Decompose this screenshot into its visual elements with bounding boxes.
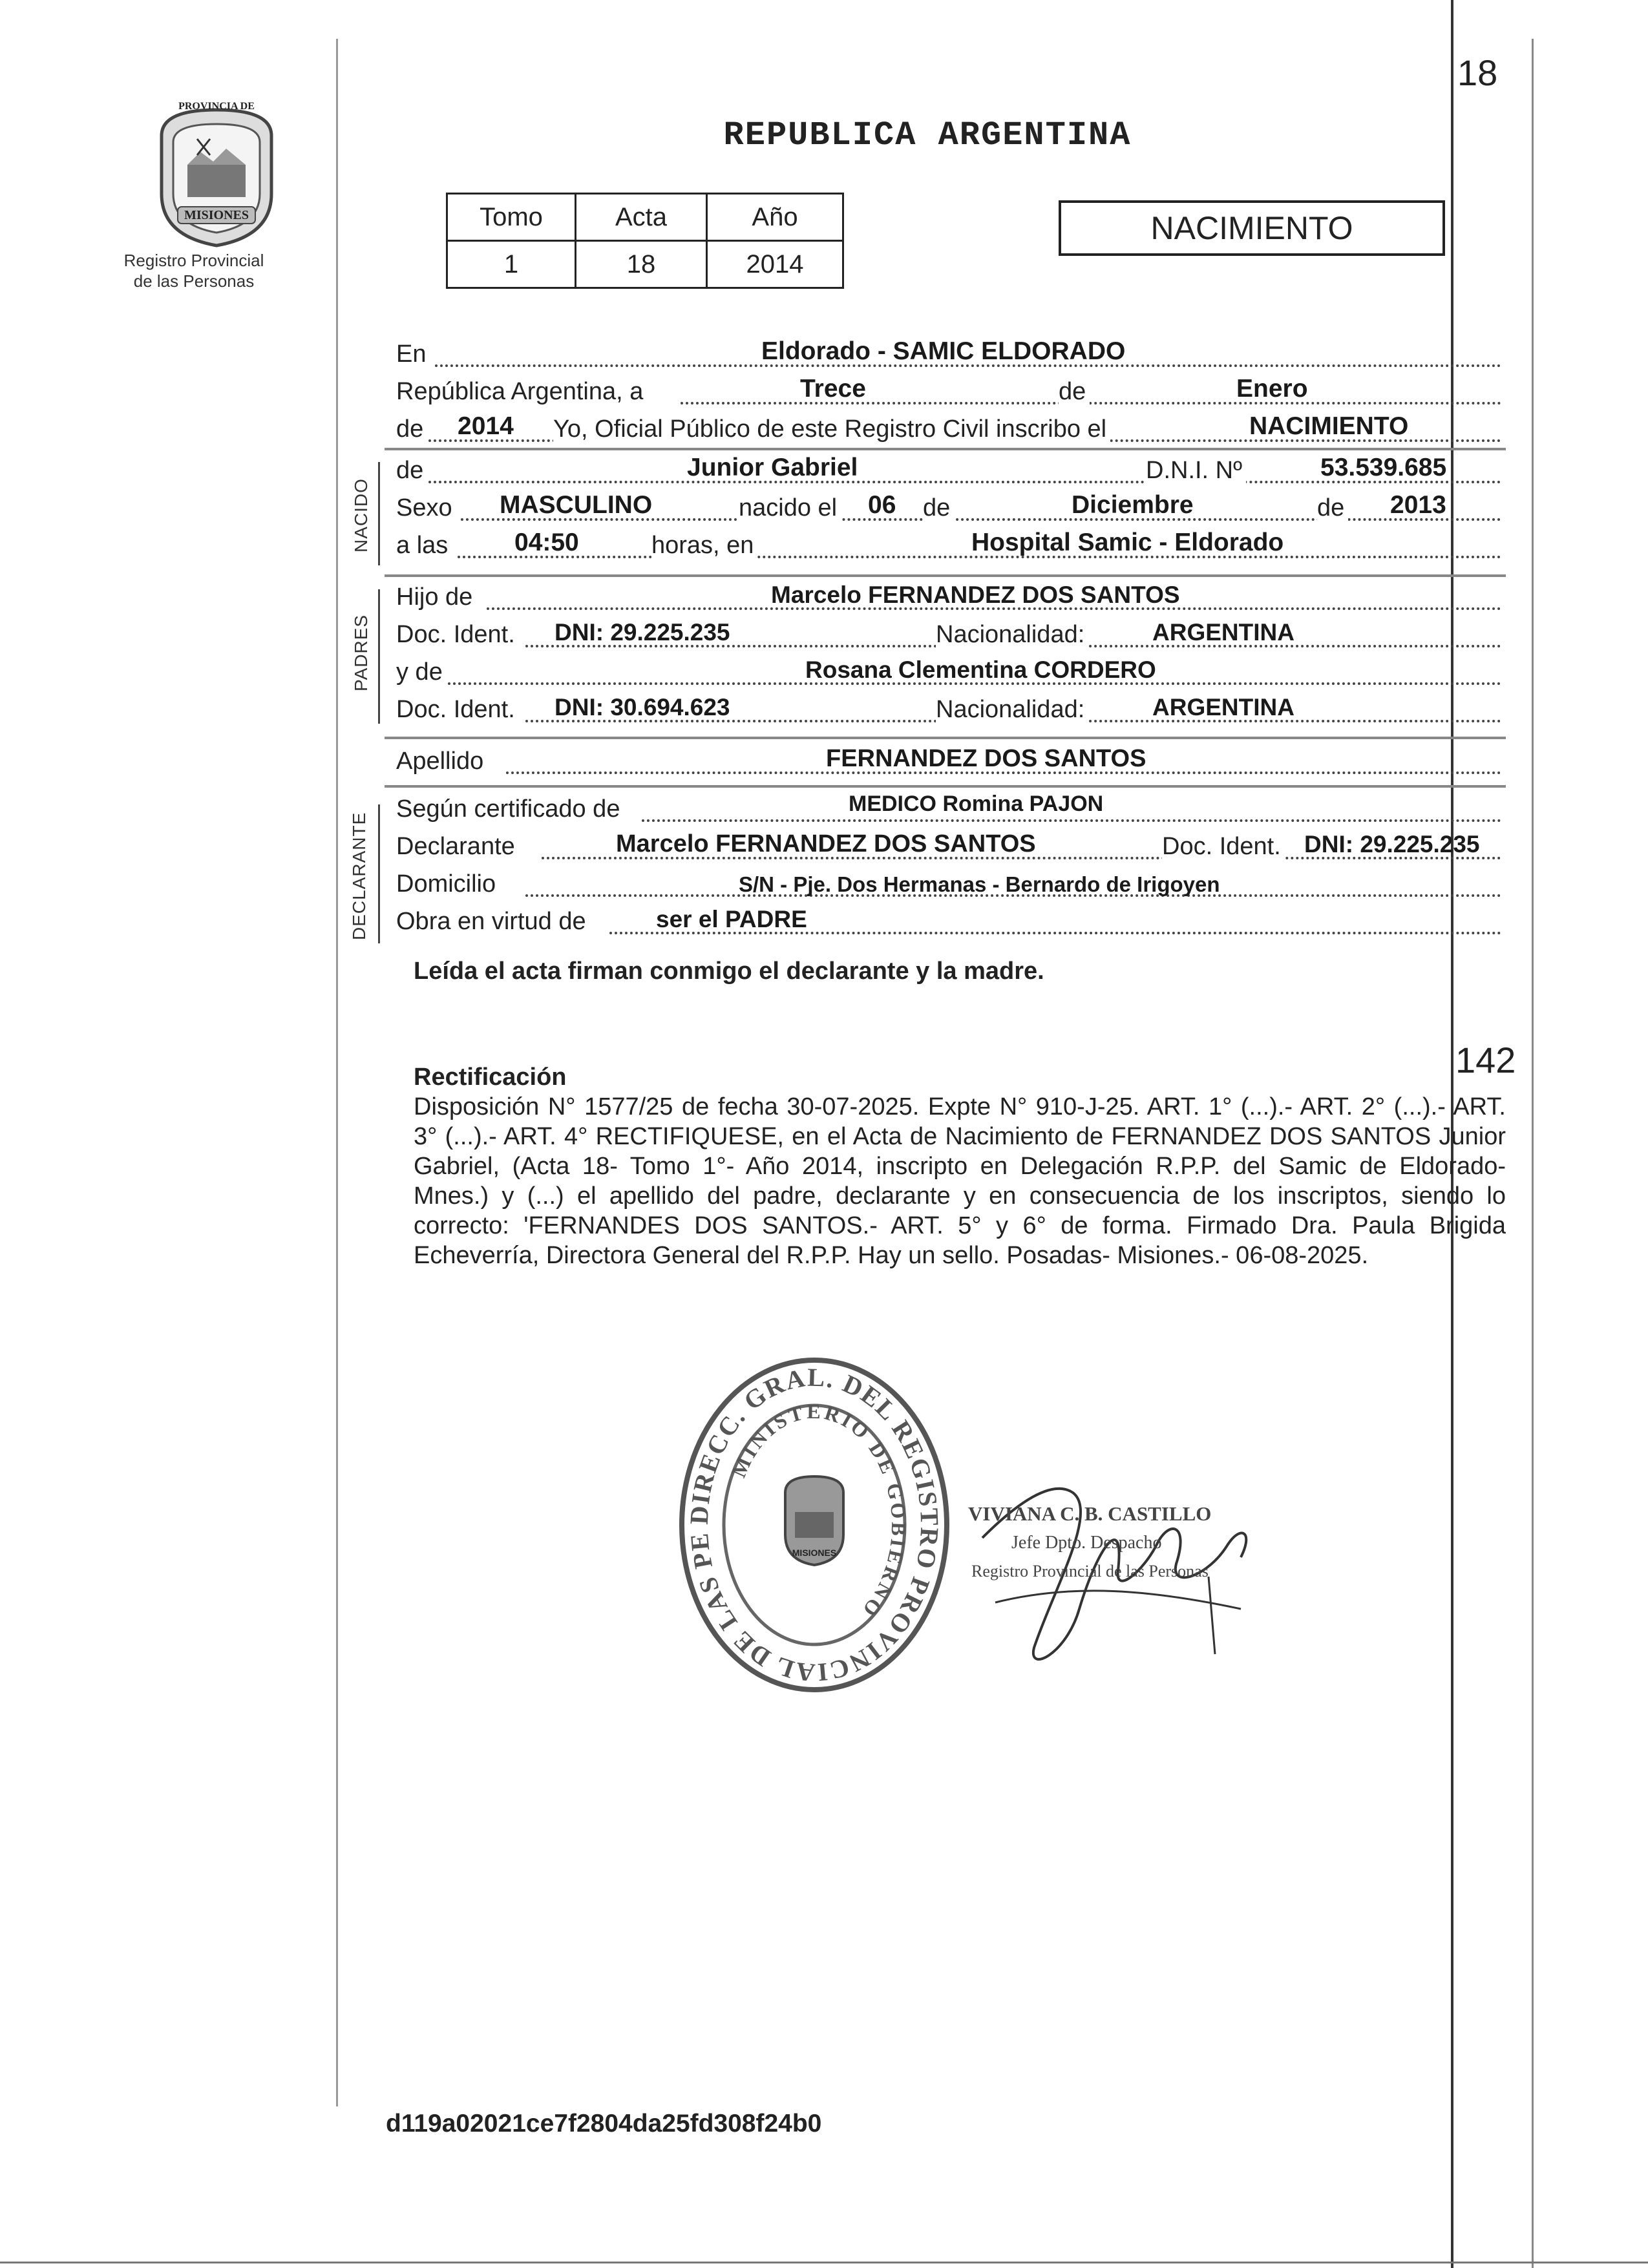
left-margin-line <box>336 39 338 2106</box>
right-edge-line <box>1532 39 1534 2268</box>
value-sex: MASCULINO <box>500 491 653 519</box>
label-hijo-de: Hijo de <box>396 583 476 611</box>
row-certificate <box>396 791 1501 827</box>
value-birth-time: 04:50 <box>514 529 579 556</box>
value-birth-day: 06 <box>868 491 896 519</box>
logo-text-bottom: MISIONES <box>184 208 249 222</box>
value-act-type: NACIMIENTO <box>1249 412 1409 440</box>
value-father: Marcelo FERNANDEZ DOS SANTOS <box>771 582 1180 608</box>
row-time <box>396 527 1501 563</box>
label-doc-ident-father: Doc. Ident. <box>396 621 519 649</box>
label-nacionalidad-mother: Nacionalidad: <box>936 696 1088 724</box>
row-father-doc <box>396 616 1501 653</box>
row-address <box>396 866 1501 902</box>
value-father-doc: DNI: 29.225.235 <box>555 619 730 646</box>
rectification-body: Disposición N° 1577/25 de fecha 30-07-2025. Expte N° 910-J-25. ART. 1° (...).- ART. 2° (...).- ART. 3° (...).- ART. 4° RECTIFIQUESE, en el Acta de Nacimiento de FERNANDEZ DOS SANTOS Junior Gabriel, (Acta 18- Tomo 1°- Año 2014, inscripto en Delegación R.P.P. del Samic de Eldorado- Mnes.) y (...) el apellido del padre, declarante y en consecuencia de los inscriptos, siendo lo correcto: 'FERNANDES DOS SANTOS.- ART. 5° y 6° de forma. Firmado Dra. Paula Brigida Echeverría, Directora General del R.P.P. Hay un sello. Posadas- Misiones.- 06-08-2025. <box>414 1093 1506 1269</box>
registry-caption-line2: de las Personas <box>133 271 255 291</box>
separator <box>385 574 1506 577</box>
label-nacido-el: nacido el <box>739 494 841 522</box>
stamp-center-text: MISIONES <box>792 1548 837 1558</box>
label-sexo: Sexo <box>396 494 456 522</box>
separator <box>385 448 1506 450</box>
label-declarante: Declarante <box>396 833 519 861</box>
bottom-frame-line <box>0 2262 1648 2263</box>
section-bar-declarante <box>378 804 380 943</box>
value-address: S/N - Pje. Dos Hermanas - Bernardo de Irigoyen <box>739 872 1220 896</box>
label-de-month: de <box>1059 378 1090 406</box>
label-doc-ident-mother: Doc. Ident. <box>396 696 519 724</box>
value-month: Enero <box>1236 375 1308 403</box>
value-day-words: Trece <box>800 375 866 403</box>
signature-name: VIVIANA C. B. CASTILLO <box>968 1502 1212 1525</box>
document-hash: d119a02021ce7f2804da25fd308f24b0 <box>386 2110 822 2137</box>
value-declarant-doc: DNI: 29.225.235 <box>1304 831 1480 857</box>
row-year <box>396 411 1501 447</box>
table-header-acta: Acta <box>576 194 707 241</box>
label-doc-ident-declarant: Doc. Ident. <box>1162 833 1285 861</box>
value-birth-month: Diciembre <box>1072 491 1194 519</box>
value-name: Junior Gabriel <box>687 454 858 481</box>
label-dni-no: D.N.I. Nº <box>1146 457 1246 485</box>
table-header-ano: Año <box>707 194 843 241</box>
label-de-name: de <box>396 457 427 485</box>
table-header-tomo: Tomo <box>447 194 576 241</box>
section-label-declarante: DECLARANTE <box>349 812 369 940</box>
row-declarant <box>396 828 1501 865</box>
tomo-acta-ano-table <box>446 193 844 289</box>
label-de-birth-month: de <box>923 494 954 522</box>
row-mother-doc <box>396 691 1501 728</box>
label-de-birth-year: de <box>1317 494 1348 522</box>
label-de-year: de <box>396 415 427 443</box>
value-certificate: MEDICO Romina PAJON <box>849 792 1104 816</box>
closing-statement: Leída el acta firman conmigo el declarante y la madre. <box>414 958 1044 985</box>
value-mother: Rosana Clementina CORDERO <box>805 656 1156 683</box>
separator <box>385 737 1506 739</box>
row-place <box>396 336 1501 372</box>
table-value-tomo: 1 <box>447 241 576 288</box>
label-obra-en-virtud: Obra en virtud de <box>396 908 590 936</box>
label-a-las: a las <box>396 532 452 560</box>
rectification-heading: Rectificación <box>414 1064 567 1091</box>
value-declarant: Marcelo FERNANDEZ DOS SANTOS <box>616 830 1036 857</box>
page-number-top: 18 <box>1457 52 1498 93</box>
signature-role: Jefe Dpto. Despacho <box>1011 1533 1162 1553</box>
row-date <box>396 373 1501 410</box>
label-republica-a: República Argentina, a <box>396 378 647 406</box>
page-number-mid: 142 <box>1455 1040 1516 1080</box>
label-nacionalidad-father: Nacionalidad: <box>936 621 1088 649</box>
value-mother-doc: DNI: 30.694.623 <box>555 694 730 720</box>
label-horas-en: horas, en <box>651 532 757 560</box>
table-value-acta: 18 <box>576 241 707 288</box>
row-father <box>396 579 1501 615</box>
value-mother-nationality: ARGENTINA <box>1152 694 1294 720</box>
value-birth-place: Hospital Samic - Eldorado <box>971 529 1284 556</box>
stamp-outer-text: DIRECC. GRAL. DEL REGISTRO PROVINCIAL DE LAS PE <box>684 1362 945 1688</box>
value-father-nationality: ARGENTINA <box>1152 619 1294 646</box>
label-y-de: y de <box>396 658 447 686</box>
row-surname <box>396 743 1501 779</box>
label-en: En <box>396 341 430 368</box>
label-apellido: Apellido <box>396 748 487 775</box>
value-year: 2014 <box>458 412 514 440</box>
row-sex <box>396 490 1501 526</box>
signature-org: Registro Provincial de las Personas <box>971 1562 1209 1580</box>
value-place: Eldorado - SAMIC ELDORADO <box>761 337 1126 365</box>
value-surname: FERNANDEZ DOS SANTOS <box>826 745 1146 772</box>
record-type-box: NACIMIENTO <box>1059 200 1445 256</box>
label-yo-oficial: Yo, Oficial Público de este Registro Civil inscribo el <box>553 415 1110 443</box>
section-label-padres: PADRES <box>351 614 371 691</box>
section-bar-padres <box>378 589 380 724</box>
row-name <box>396 452 1501 488</box>
label-domicilio: Domicilio <box>396 870 500 898</box>
section-bar-nacido <box>378 462 380 565</box>
section-label-nacido: NACIDO <box>351 478 371 552</box>
row-mother <box>396 654 1501 690</box>
row-capacity <box>396 903 1501 940</box>
page-title: REPUBLICA ARGENTINA <box>723 116 1132 154</box>
separator <box>385 785 1506 788</box>
value-birth-year: 2013 <box>1390 491 1446 519</box>
label-segun-certificado: Según certificado de <box>396 795 624 823</box>
logo-text-top: PROVINCIA DE <box>178 101 255 112</box>
registry-caption-line1: Registro Provincial <box>123 251 264 270</box>
value-capacity: ser el PADRE <box>656 906 807 932</box>
value-dni: 53.539.685 <box>1320 454 1447 481</box>
table-value-ano: 2014 <box>707 241 843 288</box>
registry-logo <box>149 97 284 252</box>
stamp-inner-text: MINISTERIO DE GOBIERNO <box>726 1399 911 1623</box>
